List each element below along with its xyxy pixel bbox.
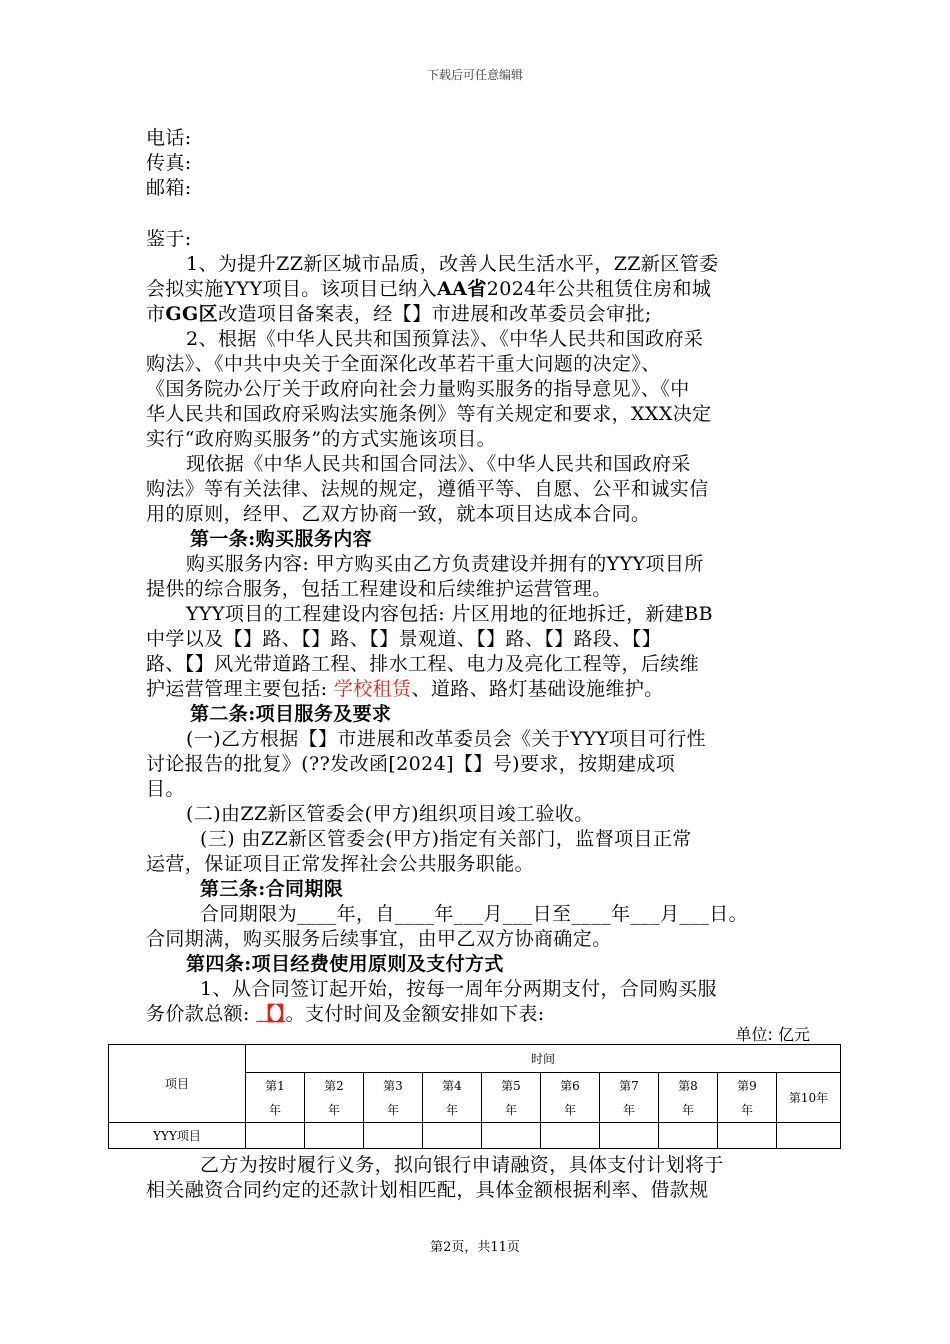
- article4-line: 务价款总额: 【】。支付时间及金额安排如下表:: [146, 1003, 545, 1025]
- whereas-label: 鉴于:: [146, 228, 192, 250]
- article1-line: YYY项目的工程建设内容包括: 片区用地的征地拆迁，新建BB: [186, 603, 713, 625]
- article2-title: 第二条:项目服务及要求: [190, 703, 392, 725]
- contact-phone: 电话:: [146, 127, 192, 149]
- article2-line: 讨论报告的批复》(??发改函[2024]【】号)要求，按期建成项: [146, 753, 676, 775]
- table-row: [109, 1123, 841, 1149]
- article3-line: 合同期满，购买服务后续事宜，由甲乙双方协商确定。: [146, 928, 612, 950]
- article2-line: 目。: [146, 778, 185, 800]
- article2-line: 运营，保证项目正常发挥社会公共服务职能。: [146, 853, 535, 875]
- amount-cell: [305, 1123, 364, 1149]
- row-label-cell: YYY项目: [109, 1123, 246, 1149]
- article1-line: 中学以及【】路、【】路、【】景观道、【】路、【】路段、【】: [146, 628, 662, 650]
- article3-line: 合同期限为____年，自____年___月___日至____年___月___日。: [200, 903, 749, 925]
- closing-line: 相关融资合同约定的还款计划相匹配，具体金额根据利率、借款规: [146, 1179, 709, 1201]
- year-cell: 第5 年: [482, 1073, 541, 1123]
- basis-line: 购法》等有关法律、法规的规定，遵循平等、自愿、公平和诚实信: [146, 478, 709, 500]
- amount-cell: [718, 1123, 777, 1149]
- article1-line: 路、【】风光带道路工程、排水工程、电力及亮化工程等，后续维: [146, 653, 700, 675]
- year-cell: 第6 年: [541, 1073, 600, 1123]
- article1-line: 护运营管理主要包括: 学校租赁、道路、路灯基础设施维护。: [146, 678, 664, 700]
- article2-line: (一)乙方根据【】市进展和改革委员会《关于YYY项目可行性: [186, 728, 707, 750]
- clause1-line: 会拟实施YYY项目。该项目已纳入AA省2024年公共租赁住房和城: [146, 278, 712, 300]
- amount-cell: [600, 1123, 659, 1149]
- year-cell: 第8 年: [659, 1073, 718, 1123]
- page-header: 下载后可任意编辑: [426, 68, 523, 82]
- amount-cell: [541, 1123, 600, 1149]
- amount-cell: [423, 1123, 482, 1149]
- page-footer: 第2页，共11页: [430, 1240, 520, 1255]
- clause2-line: 《国务院办公厅关于政府向社会力量购买服务的指导意见》、《中: [146, 378, 690, 400]
- amount-cell: [246, 1123, 305, 1149]
- clause2-line: 2、根据《中华人民共和国预算法》、《中华人民共和国政府采: [186, 328, 704, 350]
- contact-fax: 传真:: [146, 152, 192, 174]
- clause2-line: 购法》、《中共中央关于全面深化改革若干重大问题的决定》、: [146, 353, 661, 375]
- article1-title: 第一条:购买服务内容: [190, 528, 373, 550]
- highlight-text: 学校租赁: [333, 678, 412, 700]
- article1-line: 提供的综合服务，包括工程建设和后续维护运营管理。: [146, 578, 612, 600]
- project-header-cell: 项目: [109, 1045, 246, 1123]
- basis-line: 用的原则，经甲、乙双方协商一致，就本项目达成本合同。: [146, 503, 651, 525]
- article2-line: (三) 由ZZ新区管委会(甲方)指定有关部门，监督项目正常: [200, 828, 692, 850]
- clause2-line: 实行“政府购买服务”的方式实施该项目。: [146, 428, 497, 450]
- year-cell: 第1 年: [246, 1073, 305, 1123]
- amount-placeholder: 【】: [256, 1003, 286, 1025]
- article1-line: 购买服务内容: 甲方购买由乙方负责建设并拥有的YYY项目所: [186, 553, 704, 575]
- contact-email: 邮箱:: [146, 177, 192, 199]
- article4-title: 第四条:项目经费使用原则及支付方式: [186, 953, 504, 975]
- article3-title: 第三条:合同期限: [200, 878, 344, 900]
- basis-line: 现依据《中华人民共和国合同法》、《中华人民共和国政府采: [186, 453, 691, 475]
- amount-cell: [482, 1123, 541, 1149]
- year-cell: 第9 年: [718, 1073, 777, 1123]
- amount-cell: [777, 1123, 841, 1149]
- clause2-line: 华人民共和国政府采购法实施条例》等有关规定和要求，XXX决定: [146, 403, 712, 425]
- unit-label: 单位: 亿元: [735, 1025, 810, 1044]
- payment-table: [108, 1044, 841, 1149]
- amount-cell: [364, 1123, 423, 1149]
- amount-cell: [659, 1123, 718, 1149]
- closing-line: 乙方为按时履行义务，拟向银行申请融资，具体支付计划将于: [200, 1154, 724, 1176]
- clause1-line: 市GG区改造项目备案表，经【】市进展和改革委员会审批;: [146, 303, 652, 325]
- clause1-line: 1、为提升ZZ新区城市品质，改善人民生活水平，ZZ新区管委: [186, 253, 719, 275]
- year-cell: 第4 年: [423, 1073, 482, 1123]
- year-cell: 第7 年: [600, 1073, 659, 1123]
- time-header-cell: 时间: [246, 1045, 841, 1073]
- year-cell: 第2 年: [305, 1073, 364, 1123]
- year-cell: 第3 年: [364, 1073, 423, 1123]
- article4-line: 1、从合同签订起开始，按每一周年分两期支付，合同购买服: [200, 978, 717, 1000]
- year-cell: 第10年: [777, 1073, 841, 1123]
- article2-line: (二)由ZZ新区管委会(甲方)组织项目竣工验收。: [186, 803, 594, 825]
